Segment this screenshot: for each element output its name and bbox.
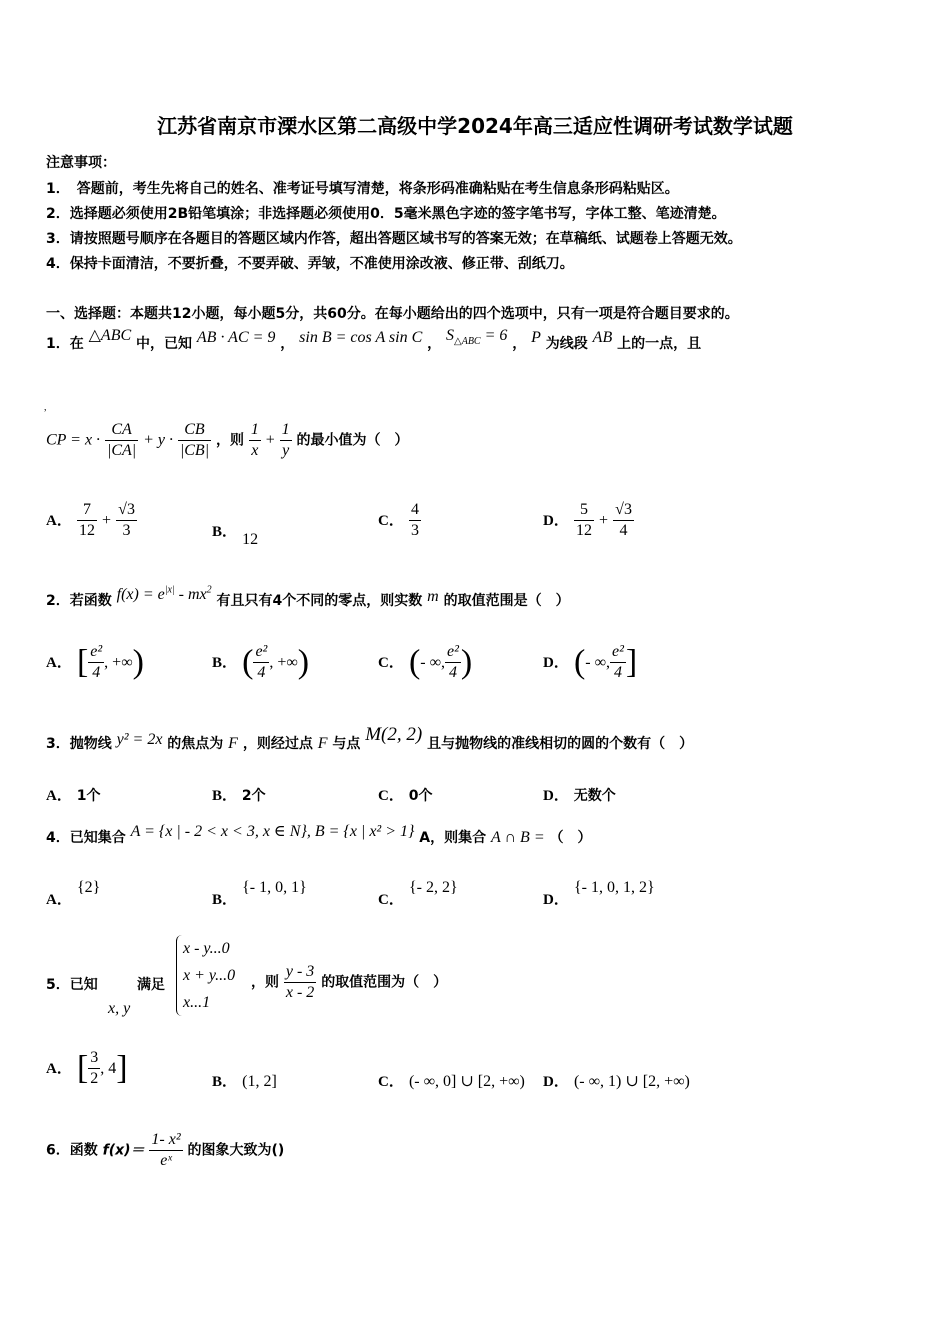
q5-system bbox=[176, 935, 235, 1016]
frac-num: 4 bbox=[409, 500, 421, 521]
q1-num-1: 1 bbox=[280, 420, 292, 441]
q1-plus-y: + y · bbox=[143, 431, 173, 449]
q1-text: 上的一点，且 bbox=[617, 336, 702, 352]
q5-option-a[interactable] bbox=[46, 1048, 128, 1089]
q2-text: 的取值范围是（ ） bbox=[443, 593, 570, 609]
option-value: {2} bbox=[76, 879, 101, 896]
q3-option-b[interactable] bbox=[212, 784, 266, 805]
question-6 bbox=[46, 1130, 284, 1171]
frac-num: e² bbox=[88, 642, 104, 663]
q5-variables: x, y bbox=[108, 1000, 131, 1017]
frac-den: 2 bbox=[90, 1070, 99, 1087]
q1-cb-num: CB bbox=[178, 420, 211, 441]
question-1-line-2 bbox=[46, 420, 409, 461]
q4-text: A，则集合 bbox=[419, 830, 487, 846]
q6-fraction bbox=[149, 1130, 182, 1171]
q6-number: 6．函数 bbox=[46, 1142, 98, 1159]
q1-comma: ， bbox=[512, 336, 527, 352]
q1-number: 1．在 bbox=[46, 336, 84, 352]
q3-text: 与点 bbox=[332, 736, 361, 752]
option-value: 无数个 bbox=[573, 788, 616, 804]
option-label: C． bbox=[378, 513, 404, 529]
q1-ca-num: CA bbox=[105, 420, 138, 441]
q1-segment-ab: AB bbox=[592, 329, 613, 346]
q5-inequality-2: x + y...0 bbox=[183, 967, 236, 984]
option-plus: + bbox=[102, 512, 112, 529]
interval-head: - ∞, bbox=[420, 654, 445, 671]
frac-num: y - 3 bbox=[284, 962, 316, 983]
option-label: B． bbox=[212, 524, 238, 540]
option-label: B． bbox=[212, 788, 238, 804]
interval-close: ) bbox=[460, 643, 473, 681]
q1-area bbox=[446, 327, 508, 348]
option-fraction bbox=[445, 642, 461, 683]
q3-point-m: M(2, 2) bbox=[365, 724, 423, 745]
interval-open: [ bbox=[76, 643, 89, 681]
q5-inequality-1: x - y...0 bbox=[183, 940, 230, 957]
q4-option-b[interactable] bbox=[212, 876, 307, 908]
q2-rest: - mx bbox=[174, 586, 207, 603]
frac-num: 5 bbox=[574, 500, 594, 521]
frac-den: 12 bbox=[575, 522, 592, 539]
q3-text: 的焦点为 bbox=[167, 736, 224, 752]
frac-den: 12 bbox=[78, 522, 95, 539]
frac-num: √3 bbox=[116, 500, 137, 521]
notice-heading: 注意事项： bbox=[46, 155, 116, 171]
q5-option-d[interactable] bbox=[543, 1070, 690, 1091]
q1-num-1: 1 bbox=[249, 420, 261, 441]
interval-open: ( bbox=[573, 643, 586, 681]
option-label: A． bbox=[46, 788, 72, 804]
q2-exponent: |x| bbox=[164, 584, 175, 596]
q5-text: 的取值范围为（ ） bbox=[321, 974, 448, 991]
q1-ca-den: |CA| bbox=[106, 442, 137, 459]
notice-item-4: 4．保持卡面清洁，不要折叠，不要弄破、弄皱，不准使用涂改液、修正带、刮纸刀。 bbox=[46, 256, 574, 272]
frac-den: 4 bbox=[92, 664, 101, 681]
option-label: D． bbox=[543, 1074, 569, 1090]
q1-area-symbol: S bbox=[446, 327, 455, 344]
q5-number: 5．已知 bbox=[46, 977, 98, 993]
option-label: A． bbox=[46, 892, 72, 908]
q1-cb-den: |CB| bbox=[179, 442, 210, 459]
q1-point-p: P bbox=[531, 329, 541, 346]
option-fraction bbox=[409, 500, 421, 541]
option-label: C． bbox=[378, 892, 404, 908]
frac-den: 4 bbox=[257, 664, 266, 681]
q4-text: （ ） bbox=[549, 830, 592, 846]
option-value: {- 1, 0, 1} bbox=[242, 879, 307, 896]
q2-text: 有且只有4个不同的零点，则实数 bbox=[216, 593, 423, 609]
q4-option-a[interactable] bbox=[46, 876, 101, 908]
frac-num: √3 bbox=[613, 500, 634, 521]
section-heading: 一、选择题：本题共12小题，每小题5分，共60分。在每小题给出的四个选项中，只有一项是符合题目要求的。 bbox=[46, 306, 739, 322]
option-value: 12 bbox=[242, 531, 259, 548]
q4-number: 4．已知集合 bbox=[46, 830, 126, 846]
q4-sets: A = {x | - 2 < x < 3, x ∈ N}, B = {x | x² > 1} bbox=[130, 823, 415, 840]
q1-comma: ， bbox=[280, 336, 295, 352]
q1-dot-product: AB · AC = 9 bbox=[196, 329, 276, 346]
frac-den: 4 bbox=[448, 664, 457, 681]
option-label: A． bbox=[46, 513, 72, 529]
frac-num: 7 bbox=[77, 500, 97, 521]
q3-option-a[interactable] bbox=[46, 784, 100, 805]
frac-den: 3 bbox=[410, 522, 419, 539]
option-value: (- ∞, 1) ∪ [2, +∞) bbox=[573, 1073, 690, 1090]
question-3 bbox=[46, 724, 694, 754]
q5-fraction bbox=[284, 962, 316, 1003]
q1-unit-vector-ca bbox=[105, 420, 138, 461]
q1-area-value: = 6 bbox=[480, 327, 508, 344]
interval-open: ( bbox=[242, 643, 254, 681]
option-fraction bbox=[574, 500, 594, 541]
q2-fx: f(x) = e bbox=[116, 586, 165, 603]
interval-open: ( bbox=[408, 643, 421, 681]
q4-intersection: A ∩ B = bbox=[491, 829, 545, 846]
q5-option-c[interactable] bbox=[378, 1070, 525, 1091]
q6-function: f(x)＝ bbox=[102, 1142, 145, 1159]
interval-head: - ∞, bbox=[585, 654, 610, 671]
page-title: 江苏省南京市溧水区第二高级中学2024年高三适应性调研考试数学试题 bbox=[157, 114, 793, 138]
q1-area-subscript: △ABC bbox=[454, 336, 481, 348]
q3-focus: F bbox=[317, 735, 328, 752]
q6-text: 的图象大致为() bbox=[187, 1142, 285, 1159]
q5-system-brace bbox=[176, 935, 235, 1016]
q1-text: 中，已知 bbox=[136, 336, 193, 352]
frac-num: e² bbox=[445, 642, 461, 663]
option-label: C． bbox=[378, 788, 404, 804]
q1-stray-mark: , bbox=[44, 402, 47, 413]
interval-close: ] bbox=[625, 643, 638, 681]
option-fraction bbox=[253, 642, 269, 683]
q4-option-c[interactable] bbox=[378, 876, 458, 908]
q5-inequality-3: x...1 bbox=[183, 994, 211, 1011]
q1-frac-1-over-y bbox=[280, 420, 292, 461]
option-label: D． bbox=[543, 655, 569, 671]
question-4 bbox=[46, 823, 592, 847]
option-label: A． bbox=[46, 655, 72, 671]
q3-option-c[interactable] bbox=[378, 784, 432, 805]
frac-den: 4 bbox=[613, 664, 622, 681]
q1-triangle: △ABC bbox=[88, 327, 132, 344]
option-label: C． bbox=[378, 655, 404, 671]
q3-parabola: y² = 2x bbox=[116, 731, 163, 748]
option-fraction bbox=[88, 1048, 100, 1089]
q1-option-b[interactable] bbox=[212, 520, 259, 548]
notice-item-2: 2．选择题必须使用2B铅笔填涂；非选择题必须使用0．5毫米黑色字迹的签字笔书写，字体工整、笔迹清楚。 bbox=[46, 206, 726, 222]
frac-num: e² bbox=[253, 642, 269, 663]
q1-text: 为线段 bbox=[545, 336, 588, 352]
interval-close: ] bbox=[116, 1049, 128, 1087]
q3-text: 且与抛物线的准线相切的圆的个数有（ ） bbox=[427, 736, 694, 752]
q1-sine-relation: sin B = cos A sin C bbox=[299, 329, 423, 346]
option-value: 2个 bbox=[241, 788, 266, 804]
q3-option-d[interactable] bbox=[543, 784, 616, 805]
question-1-line-1 bbox=[46, 327, 702, 355]
q3-number: 3．抛物线 bbox=[46, 736, 112, 752]
option-value: 0个 bbox=[408, 788, 433, 804]
frac-den: x - 2 bbox=[285, 984, 315, 1001]
q2-option-a[interactable] bbox=[46, 642, 144, 683]
option-label: A． bbox=[46, 1061, 72, 1077]
question-2 bbox=[46, 584, 570, 610]
option-label: B． bbox=[212, 655, 238, 671]
notice-item-1: 1． 答题前，考生先将自己的姓名、准考证号填写清楚，将条形码准确粘贴在考生信息条形码粘贴区。 bbox=[46, 181, 679, 197]
frac-den: 4 bbox=[619, 522, 628, 539]
option-value: (- ∞, 0] ∪ [2, +∞) bbox=[408, 1073, 525, 1090]
option-value: (1, 2] bbox=[242, 1073, 277, 1090]
q1-option-c[interactable] bbox=[378, 500, 421, 541]
option-fraction bbox=[610, 642, 626, 683]
option-label: D． bbox=[543, 788, 569, 804]
option-value: 1个 bbox=[76, 788, 101, 804]
option-fraction bbox=[613, 500, 634, 541]
notice-item-3: 3．请按照题号顺序在各题目的答题区域内作答，超出答题区域书写的答案无效；在草稿纸、试题卷上答题无效。 bbox=[46, 231, 742, 247]
q2-m: m bbox=[427, 588, 439, 605]
q1-unit-vector-cb bbox=[178, 420, 211, 461]
frac-den: 3 bbox=[122, 522, 131, 539]
option-plus: + bbox=[599, 512, 609, 529]
frac-num: 3 bbox=[88, 1048, 100, 1069]
q1-option-d[interactable] bbox=[543, 500, 634, 541]
q3-focus: F bbox=[228, 735, 238, 752]
q2-option-b[interactable] bbox=[212, 642, 309, 683]
q1-vector-cp: CP = x · bbox=[46, 431, 101, 449]
q1-text: ，则 bbox=[215, 432, 244, 449]
q1-frac-1-over-x bbox=[249, 420, 261, 461]
frac-num: e² bbox=[610, 642, 626, 663]
q2-number: 2．若函数 bbox=[46, 593, 112, 609]
q1-den-x: x bbox=[251, 442, 259, 459]
q3-text: ，则经过点 bbox=[242, 736, 313, 752]
q1-comma: ， bbox=[427, 336, 442, 352]
q5-option-b[interactable] bbox=[212, 1070, 277, 1091]
q1-den-y: y bbox=[282, 442, 290, 459]
interval-close: ) bbox=[132, 643, 144, 681]
q1-option-a[interactable] bbox=[46, 500, 137, 541]
option-label: B． bbox=[212, 892, 238, 908]
option-fraction bbox=[77, 500, 97, 541]
q5-expression-line bbox=[251, 962, 447, 1003]
option-value: {- 1, 0, 1, 2} bbox=[573, 879, 655, 896]
option-fraction bbox=[116, 500, 137, 541]
q5-text: ，则 bbox=[251, 974, 279, 991]
q5-satisfies: 满足 bbox=[137, 977, 165, 993]
q1-plus: + bbox=[265, 431, 275, 449]
q2-option-d[interactable] bbox=[543, 642, 637, 683]
q1-text: 的最小值为（ ） bbox=[296, 432, 409, 449]
option-label: B． bbox=[212, 1074, 238, 1090]
interval-tail: , 4 bbox=[100, 1060, 117, 1077]
interval-tail: , +∞ bbox=[104, 654, 133, 671]
option-value: {- 2, 2} bbox=[408, 879, 458, 896]
q2-function bbox=[117, 586, 212, 603]
frac-num: 1- x² bbox=[149, 1130, 182, 1151]
interval-open: [ bbox=[76, 1049, 89, 1087]
option-label: C． bbox=[378, 1074, 404, 1090]
frac-den: eˣ bbox=[160, 1152, 172, 1169]
option-label: D． bbox=[543, 513, 569, 529]
option-label: D． bbox=[543, 892, 569, 908]
q2-square: 2 bbox=[206, 584, 212, 596]
interval-close: ) bbox=[297, 643, 310, 681]
option-fraction bbox=[88, 642, 104, 683]
interval-tail: , +∞ bbox=[269, 654, 298, 671]
q2-option-c[interactable] bbox=[378, 642, 472, 683]
q4-option-d[interactable] bbox=[543, 876, 655, 908]
